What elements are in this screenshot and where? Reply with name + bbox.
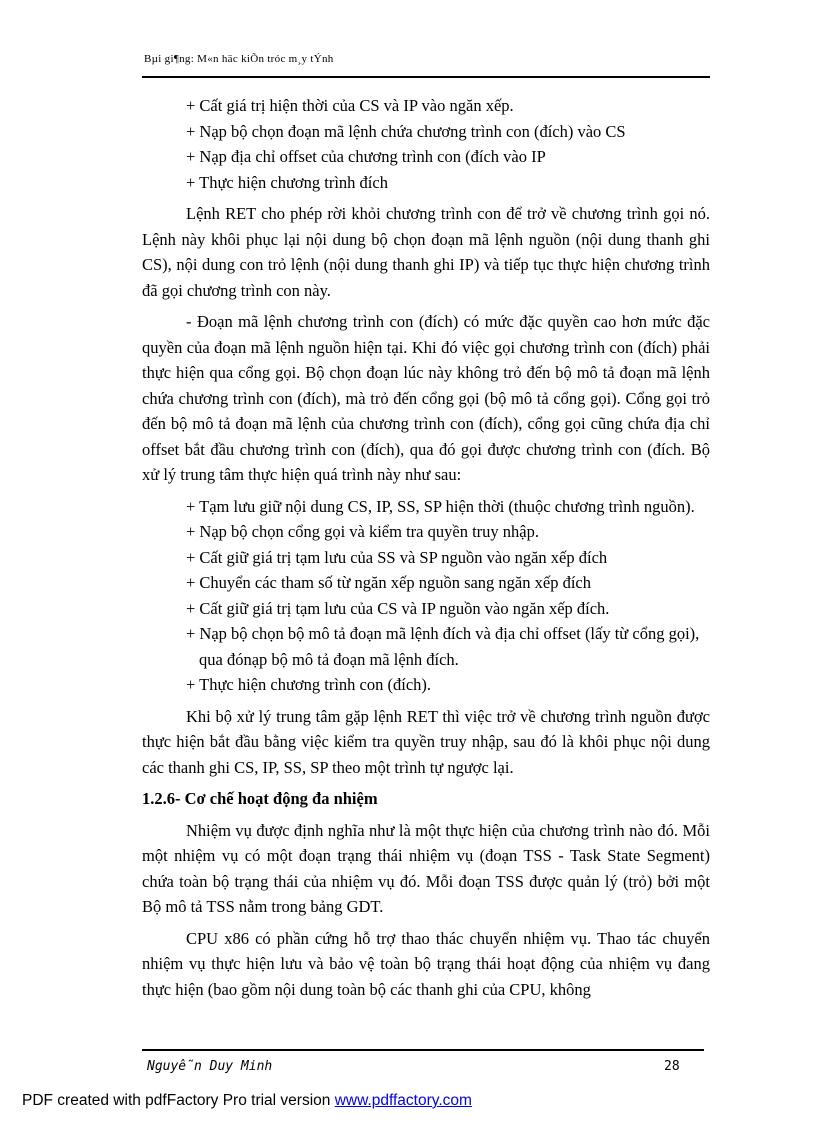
page-header: Bµi gi¶ng: M«n häc kiÕn tróc m¸y tÝnh bbox=[144, 53, 334, 65]
page-body bbox=[142, 93, 710, 1008]
footer-author: Nguyễn Duy Minh bbox=[147, 1059, 273, 1074]
footer-rule bbox=[142, 1049, 704, 1051]
watermark-text: PDF created with pdfFactory Pro trial version bbox=[22, 1092, 335, 1109]
paragraph: - Đoạn mã lệnh chương trình con (đích) có mức đặc quyền cao hơn mức đặc quyền của đoạn mã lệnh nguồn hiện tại. Khi đó việc gọi chương trình con (đích) phải thực hiện qua cổng gọi. Bộ chọn đoạn lúc này không trỏ đến bộ mô tả đoạn mã lệnh chứa chương trình con (đích), mà trỏ đến cổng gọi (bộ mô tả cổng gọi). Cổng gọi trỏ đến bộ mô tả đoạn mã lệnh của chương trình con (đích), cổng gọi cũng chứa địa chỉ offset bắt đầu chương trình con (đích), qua đó gọi được chương trình con (đích. Bộ xử lý trung tâm thực hiện quá trình này như sau: bbox=[142, 312, 710, 484]
pdffactory-link[interactable]: www.pdffactory.com bbox=[334, 1092, 472, 1109]
bullet-line: + Thực hiện chương trình đích bbox=[186, 172, 388, 192]
bullet-line: + Nạp bộ chọn đoạn mã lệnh chứa chương trình con (đích) vào CS bbox=[186, 121, 626, 141]
bullet-line: + Nạp bộ chọn bộ mô tả đoạn mã lệnh đích và địa chỉ offset (lấy từ cổng gọi), qua đónạp bộ mô tả đoạn mã lệnh đích. bbox=[186, 624, 700, 669]
bullet-line: + Thực hiện chương trình con (đích). bbox=[186, 675, 432, 694]
paragraph: Lệnh RET cho phép rời khỏi chương trình con để trở về chương trình gọi nó. Lệnh này khôi phục lại nội dung bộ chọn đoạn mã lệnh nguồn (nội dung thanh ghi CS), nội dung con trỏ lệnh (nội dung thanh ghi IP) và tiếp tục thực hiện chương trình đã gọi chương trình con này. bbox=[142, 204, 710, 300]
section-heading: 1.2.6- Cơ chế hoạt động đa nhiệm bbox=[142, 789, 378, 808]
bullet-line: + Cất giữ giá trị tạm lưu của CS và IP nguồn vào ngăn xếp đích. bbox=[186, 598, 610, 618]
paragraph: Khi bộ xử lý trung tâm gặp lệnh RET thì việc trở về chương trình nguồn được thực hiện bắt đầu bằng việc kiểm tra quyền truy nhập, sau đó là khôi phục nội dung các thanh ghi CS, IP, SS, SP theo một trình tự ngược lại. bbox=[142, 706, 710, 777]
pdf-watermark bbox=[22, 1092, 472, 1110]
page-number: 28 bbox=[664, 1059, 680, 1074]
paragraph: Nhiệm vụ được định nghĩa như là một thực hiện của chương trình nào đó. Mỗi một nhiệm vụ có một đoạn trạng thái nhiệm vụ (đoạn TSS - Task State Segment) chứa toàn bộ trạng thái của nhiệm vụ đó. Mỗi đoạn TSS được quản lý (trỏ) bởi một Bộ mô tả TSS nằm trong bảng GDT. bbox=[142, 820, 710, 916]
paragraph: CPU x86 có phần cứng hỗ trợ thao thác chuyển nhiệm vụ. Thao tác chuyển nhiệm vụ thực hiện lưu và bảo vệ toàn bộ trạng thái hoạt động của nhiệm vụ đang thực hiện (bao gồm nội dung toàn bộ các thanh ghi của CPU, không bbox=[142, 928, 710, 999]
bullet-line: + Nạp bộ chọn cổng gọi và kiểm tra quyền truy nhập. bbox=[186, 522, 539, 541]
bullet-line: + Nạp địa chỉ offset của chương trình con (đích vào IP bbox=[186, 147, 546, 166]
header-rule bbox=[142, 76, 710, 78]
paragraph: + Tạm lưu giữ nội dung CS, IP, SS, SP hiện thời (thuộc chương trình nguồn). bbox=[186, 496, 695, 516]
bullet-line: + Cất giữ giá trị tạm lưu của SS và SP nguồn vào ngăn xếp đích bbox=[186, 547, 608, 567]
bullet-line: + Chuyển các tham số từ ngăn xếp nguồn sang ngăn xếp đích bbox=[186, 573, 591, 592]
bullet-line: + Cất giá trị hiện thời của CS và IP vào ngăn xếp. bbox=[186, 96, 514, 115]
